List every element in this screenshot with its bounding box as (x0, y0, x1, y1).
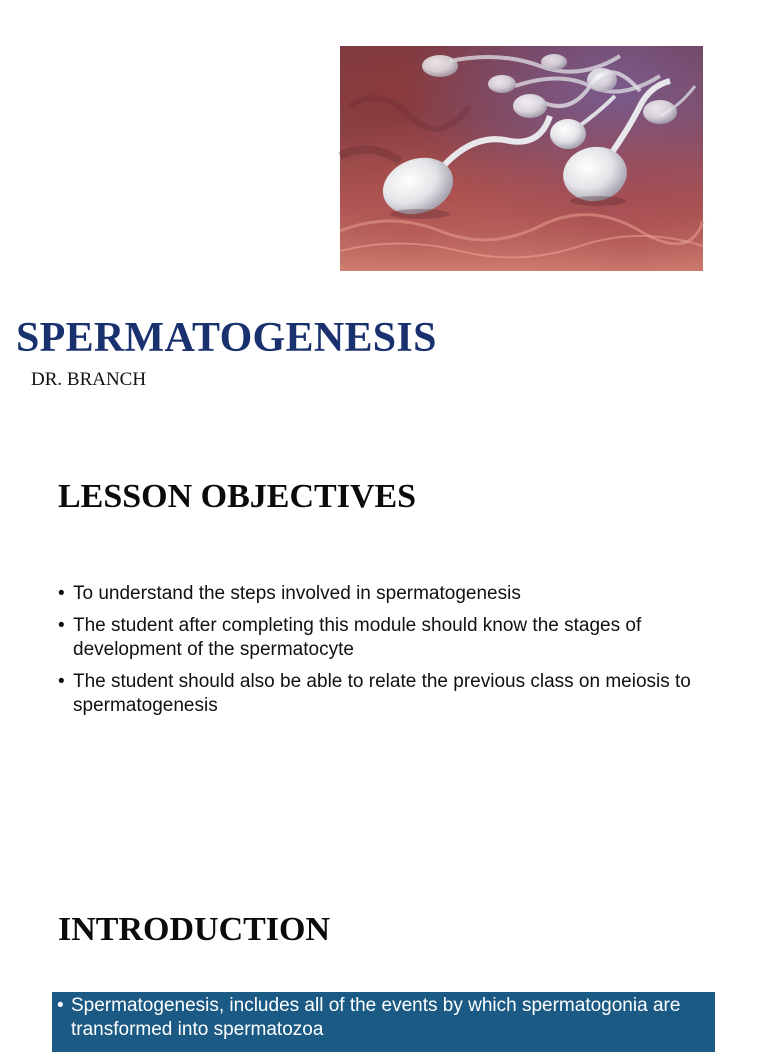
list-item-text: The student should also be able to relate the previous class on meiosis to spermatogenesis (73, 671, 691, 716)
bullet-icon: • (57, 995, 64, 1016)
list-item-text: To understand the steps involved in spermatogenesis (73, 583, 521, 604)
author-name: DR. BRANCH (31, 369, 147, 390)
introduction-text: Spermatogenesis, includes all of the events by which spermatogonia are transformed into spermatozoa (71, 995, 681, 1040)
page-title: SPERMATOGENESIS (16, 315, 437, 361)
sperm-cells-image (340, 46, 703, 271)
list-item-text: The student after completing this module should know the stages of development of the spermatocyte (73, 615, 642, 660)
list-item (58, 614, 708, 662)
bullet-icon: • (58, 671, 65, 692)
bullet-icon: • (58, 583, 65, 604)
introduction-heading: INTRODUCTION (58, 911, 331, 948)
lesson-objectives-heading: LESSON OBJECTIVES (58, 478, 417, 515)
sperm-cells-illustration-icon (340, 46, 703, 271)
list-item (57, 994, 707, 1042)
list-item (58, 582, 708, 606)
bullet-icon: • (58, 615, 65, 636)
objectives-list (58, 582, 708, 726)
list-item (58, 670, 708, 718)
introduction-text-box (52, 992, 715, 1052)
